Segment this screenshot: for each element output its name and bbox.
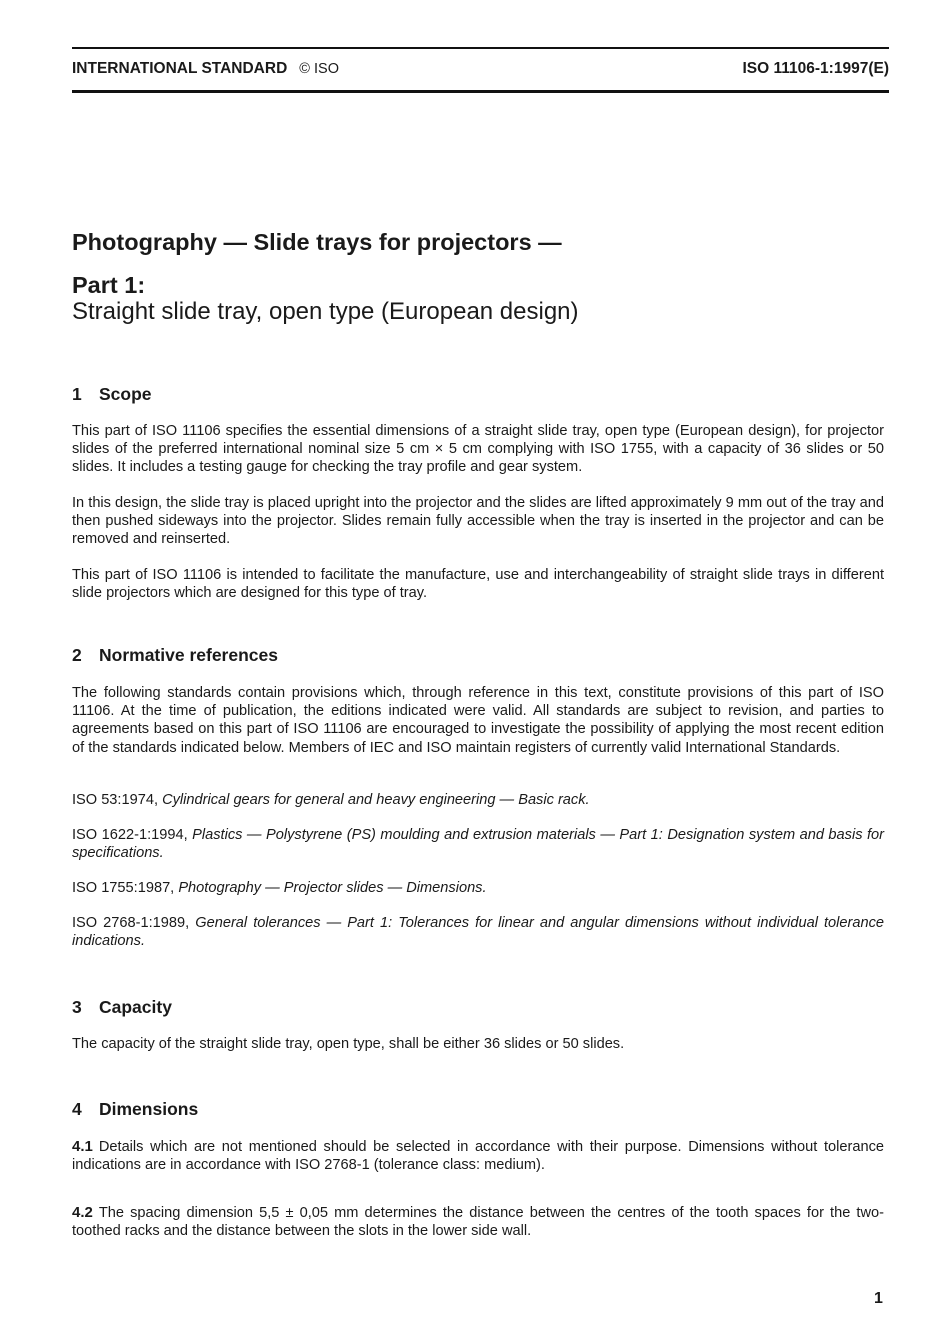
clause-text: The spacing dimension 5,5 ± 0,05 mm determines the distance between the centres of the tooth spaces for the two-toothed racks and the distance between the slots in the lower side wall.	[72, 1205, 884, 1240]
section-number: 2	[72, 645, 82, 665]
reference-item	[72, 879, 884, 897]
normative-intro-paragraph: The following standards contain provisions which, through reference in this text, constitute provisions of this part of ISO 11106. At the time of publication, the editions indicated were valid. All standards are subject to revision, and parties to agreements based on this part of ISO 11106 are encouraged to investigate the possibility of applying the most recent edition of the standards indicated below. Members of IEC and ISO maintain registers of currently valid International Standards.	[72, 685, 884, 756]
reference-item	[72, 914, 884, 950]
header-document-number: ISO 11106-1:1997(E)	[742, 60, 889, 77]
document-subtitle: Straight slide tray, open type (European design)	[72, 298, 579, 325]
reference-item	[72, 826, 884, 862]
section-heading-normative-references	[72, 645, 278, 666]
clause-number: 4.1	[72, 1138, 93, 1155]
reference-id: ISO 53:1974,	[72, 792, 159, 808]
section-heading-dimensions	[72, 1099, 198, 1120]
section-number: 3	[72, 997, 82, 1017]
reference-title: General tolerances — Part 1: Tolerances for linear and angular dimensions without individual tolerance indications.	[72, 915, 885, 950]
capacity-paragraph: The capacity of the straight slide tray, open type, shall be either 36 slides or 50 slides.	[72, 1036, 625, 1052]
reference-id: ISO 1622-1:1994,	[72, 827, 188, 843]
clause-4-2	[72, 1204, 884, 1240]
header-top-rule	[72, 47, 889, 49]
document-title: Photography — Slide trays for projectors —	[72, 229, 562, 255]
section-title: Dimensions	[99, 1099, 199, 1119]
scope-paragraph-2: In this design, the slide tray is placed upright into the projector and the slides are lifted approximately 9 mm out of the tray and then pushed sideways into the projector. Slides remain fully accessible when the tray is inserted in the projector and can be removed and reinserted.	[72, 495, 884, 548]
header-left	[72, 60, 339, 78]
section-title: Normative references	[99, 645, 278, 665]
clause-4-1	[72, 1138, 884, 1174]
scope-paragraph-1: This part of ISO 11106 specifies the essential dimensions of a straight slide tray, open type (European design), for projector slides of the preferred international nominal size 5 cm × 5 cm complying with ISO 1755, with a capacity of 36 slides or 50 slides. It includes a testing gauge for checking the tray profile and gear system.	[72, 423, 884, 476]
reference-id: ISO 2768-1:1989,	[72, 915, 190, 931]
section-title: Scope	[99, 384, 152, 404]
header-bottom-rule	[72, 90, 889, 93]
section-title: Capacity	[99, 997, 172, 1017]
reference-item	[72, 791, 884, 809]
section-heading-capacity	[72, 997, 172, 1018]
document-part: Part 1:	[72, 272, 146, 298]
page-number: 1	[874, 1290, 883, 1307]
section-number: 1	[72, 384, 82, 404]
reference-title: Photography — Projector slides — Dimensions.	[178, 880, 487, 896]
running-header	[72, 60, 889, 82]
reference-title: Cylindrical gears for general and heavy engineering — Basic rack.	[162, 792, 590, 808]
header-copyright: © ISO	[299, 61, 339, 77]
section-heading-scope	[72, 384, 152, 405]
header-standard-label: INTERNATIONAL STANDARD	[72, 60, 288, 77]
section-number: 4	[72, 1099, 82, 1119]
scope-paragraph-3: This part of ISO 11106 is intended to facilitate the manufacture, use and interchangeability of straight slide trays in different slide projectors which are designed for this type of tray.	[72, 567, 884, 602]
clause-number: 4.2	[72, 1204, 93, 1221]
reference-title: Plastics — Polystyrene (PS) moulding and extrusion materials — Part 1: Designation system and basis for specifications.	[72, 827, 885, 862]
clause-text: Details which are not mentioned should be selected in accordance with their purpose. Dimensions without tolerance indications are in accordance with ISO 2768-1 (tolerance class: medium).	[72, 1139, 884, 1174]
reference-id: ISO 1755:1987,	[72, 880, 175, 896]
